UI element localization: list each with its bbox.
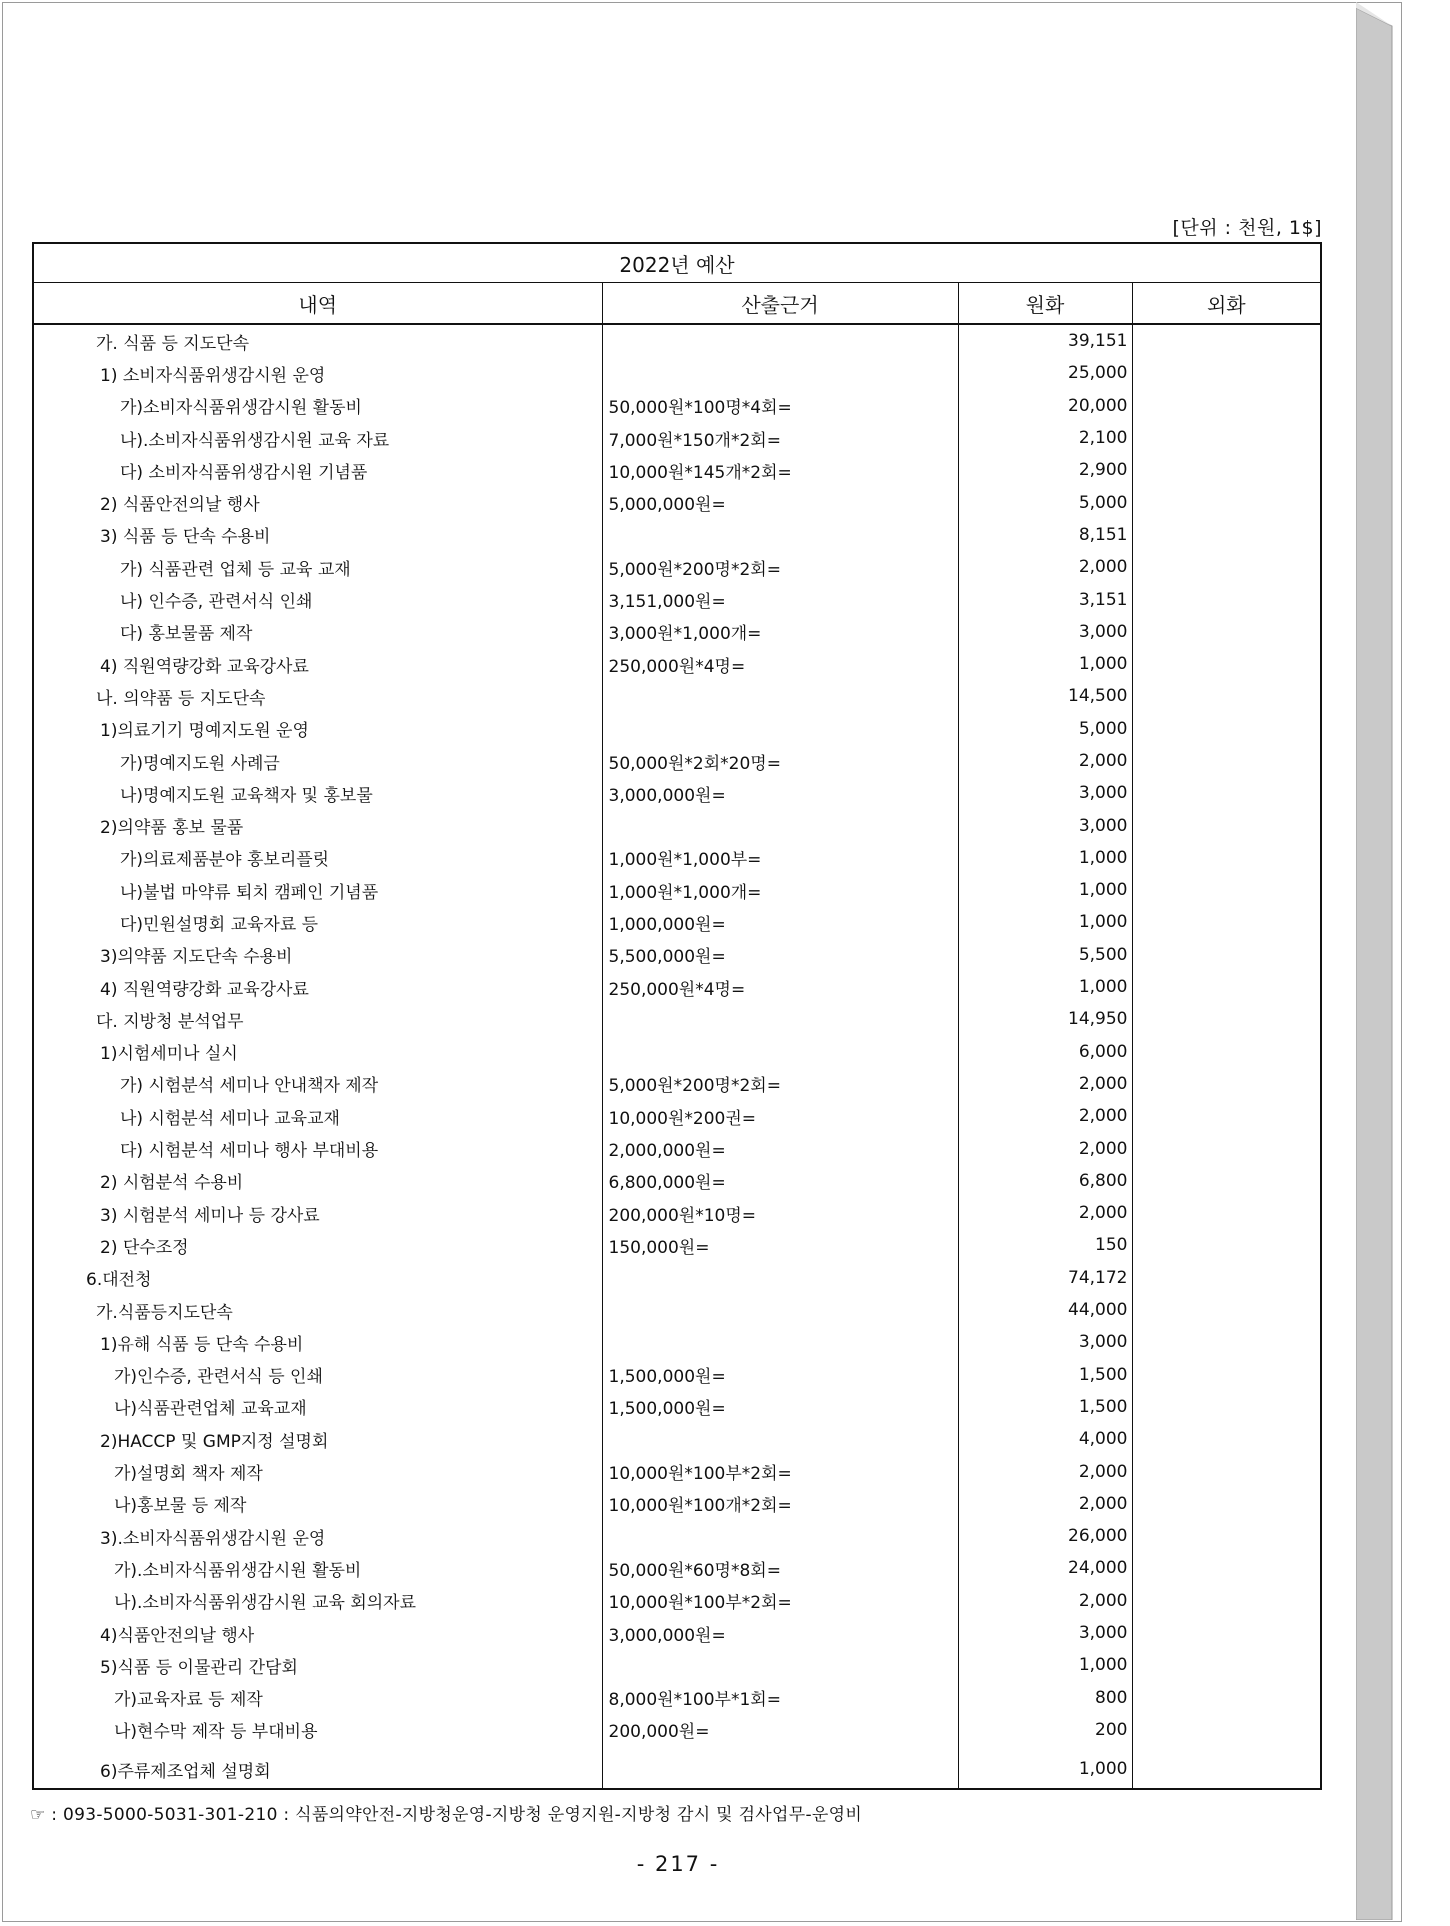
table-row [34,939,1320,971]
won-cell: 3,151 [958,583,1132,615]
basis-cell: 1,000원*1,000개= [602,874,958,906]
table-row [34,648,1320,680]
table-row [34,583,1320,615]
foreign-cell [1132,971,1320,1003]
basis-cell: 250,000원*4명= [602,648,958,680]
won-cell: 14,950 [958,1003,1132,1035]
item-cell: 가)교육자료 등 제작 [34,1681,602,1713]
item-cell: 1)유해 식품 등 단속 수용비 [34,1326,602,1358]
won-cell: 39,151 [958,324,1132,357]
foreign-cell [1132,422,1320,454]
item-cell: 다) 홍보물품 제작 [34,616,602,648]
header-foreign: 외화 [1132,283,1320,325]
foreign-cell [1132,680,1320,712]
won-cell: 1,000 [958,906,1132,938]
budget-table [32,242,1322,1790]
foreign-cell [1132,486,1320,518]
basis-cell: 150,000원= [602,1229,958,1261]
foreign-cell [1132,1036,1320,1068]
basis-cell [602,1294,958,1326]
basis-cell: 10,000원*145개*2회= [602,454,958,486]
foreign-cell [1132,1552,1320,1584]
item-cell: 나. 의약품 등 지도단속 [34,680,602,712]
header-basis: 산출근거 [602,283,958,325]
won-cell: 1,000 [958,648,1132,680]
foreign-cell [1132,583,1320,615]
table-row [34,324,1320,357]
won-cell: 1,500 [958,1359,1132,1391]
header-won: 원화 [958,283,1132,325]
won-cell: 6,000 [958,1036,1132,1068]
won-cell: 1,000 [958,1746,1132,1788]
foreign-cell [1132,390,1320,422]
basis-cell [602,519,958,551]
won-cell: 1,000 [958,874,1132,906]
foreign-cell [1132,906,1320,938]
won-cell: 2,000 [958,1197,1132,1229]
basis-cell: 10,000원*200권= [602,1100,958,1132]
table-row [34,713,1320,745]
header-item: 내역 [34,283,602,325]
table-row [34,1681,1320,1713]
table-row [34,809,1320,841]
table-row [34,616,1320,648]
foreign-cell [1132,454,1320,486]
item-cell: 2) 단수조정 [34,1229,602,1261]
page-number: - 217 - [636,1852,720,1876]
footer-note: ☞ : 093-5000-5031-301-210 : 식품의약안전-지방청운영-지방청 운영지원-지방청 감시 및 검사업무-운영비 [30,1805,863,1825]
item-cell: 가)명예지도원 사례금 [34,745,602,777]
foreign-cell [1132,842,1320,874]
item-cell: 나).소비자식품위생감시원 교육 자료 [34,422,602,454]
item-cell: 가.식품등지도단속 [34,1294,602,1326]
table-title: 2022년 예산 [34,244,1320,283]
basis-cell: 200,000원= [602,1714,958,1746]
item-cell: 1) 소비자식품위생감시원 운영 [34,357,602,389]
table-row [34,1326,1320,1358]
item-cell: 다) 시험분석 세미나 행사 부대비용 [34,1132,602,1164]
table-row [34,1100,1320,1132]
won-cell: 2,000 [958,1585,1132,1617]
basis-cell: 50,000원*100명*4회= [602,390,958,422]
basis-cell [602,324,958,357]
table-row [34,1649,1320,1681]
table-row [34,1262,1320,1294]
item-cell: 나)홍보물 등 제작 [34,1488,602,1520]
foreign-cell [1132,1326,1320,1358]
basis-cell [602,713,958,745]
item-cell: 2) 식품안전의날 행사 [34,486,602,518]
won-cell: 3,000 [958,616,1132,648]
table-row [34,842,1320,874]
basis-cell [602,1262,958,1294]
basis-cell: 5,000,000원= [602,486,958,518]
foreign-cell [1132,1423,1320,1455]
item-cell: 3)의약품 지도단속 수용비 [34,939,602,971]
table-row [34,1068,1320,1100]
table-row [34,1132,1320,1164]
won-cell: 26,000 [958,1520,1132,1552]
foreign-cell [1132,1197,1320,1229]
foreign-cell [1132,1455,1320,1487]
foreign-cell [1132,648,1320,680]
table-row [34,422,1320,454]
won-cell: 2,000 [958,1132,1132,1164]
foreign-cell [1132,1585,1320,1617]
foreign-cell [1132,1746,1320,1788]
won-cell: 200 [958,1714,1132,1746]
basis-cell: 200,000원*10명= [602,1197,958,1229]
basis-cell: 3,151,000원= [602,583,958,615]
table-row [34,1423,1320,1455]
table-row [34,777,1320,809]
foreign-cell [1132,357,1320,389]
table-row [34,874,1320,906]
won-cell: 3,000 [958,1617,1132,1649]
basis-cell: 8,000원*100부*1회= [602,1681,958,1713]
foreign-cell [1132,1068,1320,1100]
basis-cell: 3,000원*1,000개= [602,616,958,648]
item-cell: 2) 시험분석 수용비 [34,1165,602,1197]
item-cell: 4)식품안전의날 행사 [34,1617,602,1649]
item-cell: 1)시험세미나 실시 [34,1036,602,1068]
basis-cell: 1,000,000원= [602,906,958,938]
table-row [34,357,1320,389]
won-cell: 2,100 [958,422,1132,454]
foreign-cell [1132,1681,1320,1713]
item-cell: 나)불법 마약류 퇴치 캠페인 기념품 [34,874,602,906]
foreign-cell [1132,1003,1320,1035]
foreign-cell [1132,1262,1320,1294]
item-cell: 나) 인수증, 관련서식 인쇄 [34,583,602,615]
table-row [34,1552,1320,1584]
won-cell: 5,500 [958,939,1132,971]
won-cell: 25,000 [958,357,1132,389]
won-cell: 14,500 [958,680,1132,712]
basis-cell [602,1746,958,1788]
foreign-cell [1132,939,1320,971]
foreign-cell [1132,1649,1320,1681]
item-cell: 3).소비자식품위생감시원 운영 [34,1520,602,1552]
basis-cell [602,1520,958,1552]
foreign-cell [1132,1294,1320,1326]
table-row [34,1229,1320,1261]
won-cell: 800 [958,1681,1132,1713]
table-row [34,1746,1320,1788]
basis-cell: 3,000,000원= [602,1617,958,1649]
basis-cell: 1,500,000원= [602,1359,958,1391]
basis-cell: 10,000원*100부*2회= [602,1585,958,1617]
basis-cell [602,1003,958,1035]
table-row [34,1036,1320,1068]
item-cell: 6.대전청 [34,1262,602,1294]
basis-cell: 5,500,000원= [602,939,958,971]
table-row [34,551,1320,583]
item-cell: 가)의료제품분야 홍보리플릿 [34,842,602,874]
foreign-cell [1132,713,1320,745]
foreign-cell [1132,616,1320,648]
foreign-cell [1132,1520,1320,1552]
basis-cell: 6,800,000원= [602,1165,958,1197]
won-cell: 2,900 [958,454,1132,486]
foreign-cell [1132,1100,1320,1132]
won-cell: 3,000 [958,777,1132,809]
won-cell: 1,500 [958,1391,1132,1423]
item-cell: 가).소비자식품위생감시원 활동비 [34,1552,602,1584]
table-row [34,390,1320,422]
basis-cell: 1,000원*1,000부= [602,842,958,874]
item-cell: 가) 시험분석 세미나 안내책자 제작 [34,1068,602,1100]
basis-cell [602,809,958,841]
foreign-cell [1132,1229,1320,1261]
basis-cell: 250,000원*4명= [602,971,958,1003]
table-row [34,971,1320,1003]
table-row [34,486,1320,518]
table-row [34,1455,1320,1487]
won-cell: 24,000 [958,1552,1132,1584]
item-cell: 1)의료기기 명예지도원 운영 [34,713,602,745]
basis-cell: 2,000,000원= [602,1132,958,1164]
foreign-cell [1132,1359,1320,1391]
basis-cell [602,1036,958,1068]
foreign-cell [1132,519,1320,551]
foreign-cell [1132,777,1320,809]
won-cell: 20,000 [958,390,1132,422]
basis-cell [602,680,958,712]
item-cell: 나)현수막 제작 등 부대비용 [34,1714,602,1746]
won-cell: 3,000 [958,1326,1132,1358]
item-cell: 3) 시험분석 세미나 등 강사료 [34,1197,602,1229]
table-body [34,324,1320,1788]
foreign-cell [1132,324,1320,357]
won-cell: 1,000 [958,1649,1132,1681]
table-row [34,1391,1320,1423]
won-cell: 74,172 [958,1262,1132,1294]
table-row [34,906,1320,938]
table-row [34,454,1320,486]
basis-cell: 10,000원*100개*2회= [602,1488,958,1520]
won-cell: 5,000 [958,486,1132,518]
foreign-cell [1132,1714,1320,1746]
basis-cell: 1,500,000원= [602,1391,958,1423]
basis-cell: 3,000,000원= [602,777,958,809]
table-row [34,519,1320,551]
foreign-cell [1132,1165,1320,1197]
foreign-cell [1132,551,1320,583]
item-cell: 가)설명회 책자 제작 [34,1455,602,1487]
basis-cell: 10,000원*100부*2회= [602,1455,958,1487]
basis-cell [602,357,958,389]
item-cell: 나).소비자식품위생감시원 교육 회의자료 [34,1585,602,1617]
item-cell: 2)HACCP 및 GMP지정 설명회 [34,1423,602,1455]
basis-cell: 7,000원*150개*2회= [602,422,958,454]
won-cell: 5,000 [958,713,1132,745]
item-cell: 가) 식품관련 업체 등 교육 교재 [34,551,602,583]
item-cell: 다)민원설명회 교육자료 등 [34,906,602,938]
foreign-cell [1132,1488,1320,1520]
table-row [34,1585,1320,1617]
item-cell: 6)주류제조업체 설명회 [34,1746,602,1788]
basis-cell: 50,000원*2회*20명= [602,745,958,777]
table-row [34,745,1320,777]
foreign-cell [1132,874,1320,906]
basis-cell: 5,000원*200명*2회= [602,1068,958,1100]
table-row [34,1520,1320,1552]
won-cell: 1,000 [958,842,1132,874]
item-cell: 4) 직원역량강화 교육강사료 [34,648,602,680]
won-cell: 3,000 [958,809,1132,841]
won-cell: 2,000 [958,1488,1132,1520]
won-cell: 8,151 [958,519,1132,551]
item-cell: 3) 식품 등 단속 수용비 [34,519,602,551]
unit-label: [단위 : 천원, 1$] [1172,217,1322,239]
item-cell: 나)식품관련업체 교육교재 [34,1391,602,1423]
item-cell: 가)소비자식품위생감시원 활동비 [34,390,602,422]
table-row [34,1359,1320,1391]
foreign-cell [1132,745,1320,777]
table-row [34,1714,1320,1746]
table-row [34,1197,1320,1229]
won-cell: 2,000 [958,745,1132,777]
won-cell: 2,000 [958,551,1132,583]
basis-cell: 5,000원*200명*2회= [602,551,958,583]
table-row [34,1003,1320,1035]
table-row [34,680,1320,712]
won-cell: 1,000 [958,971,1132,1003]
foreign-cell [1132,1617,1320,1649]
won-cell: 2,000 [958,1068,1132,1100]
won-cell: 44,000 [958,1294,1132,1326]
item-cell: 나) 시험분석 세미나 교육교재 [34,1100,602,1132]
item-cell: 다) 소비자식품위생감시원 기념품 [34,454,602,486]
basis-cell [602,1423,958,1455]
foreign-cell [1132,1391,1320,1423]
item-cell: 나)명예지도원 교육책자 및 홍보물 [34,777,602,809]
item-cell: 5)식품 등 이물관리 간담회 [34,1649,602,1681]
table-row [34,1165,1320,1197]
item-cell: 2)의약품 홍보 물품 [34,809,602,841]
table-row [34,1617,1320,1649]
won-cell: 2,000 [958,1455,1132,1487]
won-cell: 6,800 [958,1165,1132,1197]
won-cell: 2,000 [958,1100,1132,1132]
basis-cell: 50,000원*60명*8회= [602,1552,958,1584]
item-cell: 다. 지방청 분석업무 [34,1003,602,1035]
basis-cell [602,1649,958,1681]
item-cell: 4) 직원역량강화 교육강사료 [34,971,602,1003]
item-cell: 가. 식품 등 지도단속 [34,324,602,357]
basis-cell [602,1326,958,1358]
item-cell: 가)인수증, 관련서식 등 인쇄 [34,1359,602,1391]
table-row [34,1488,1320,1520]
won-cell: 4,000 [958,1423,1132,1455]
won-cell: 150 [958,1229,1132,1261]
foreign-cell [1132,809,1320,841]
foreign-cell [1132,1132,1320,1164]
table-row [34,1294,1320,1326]
